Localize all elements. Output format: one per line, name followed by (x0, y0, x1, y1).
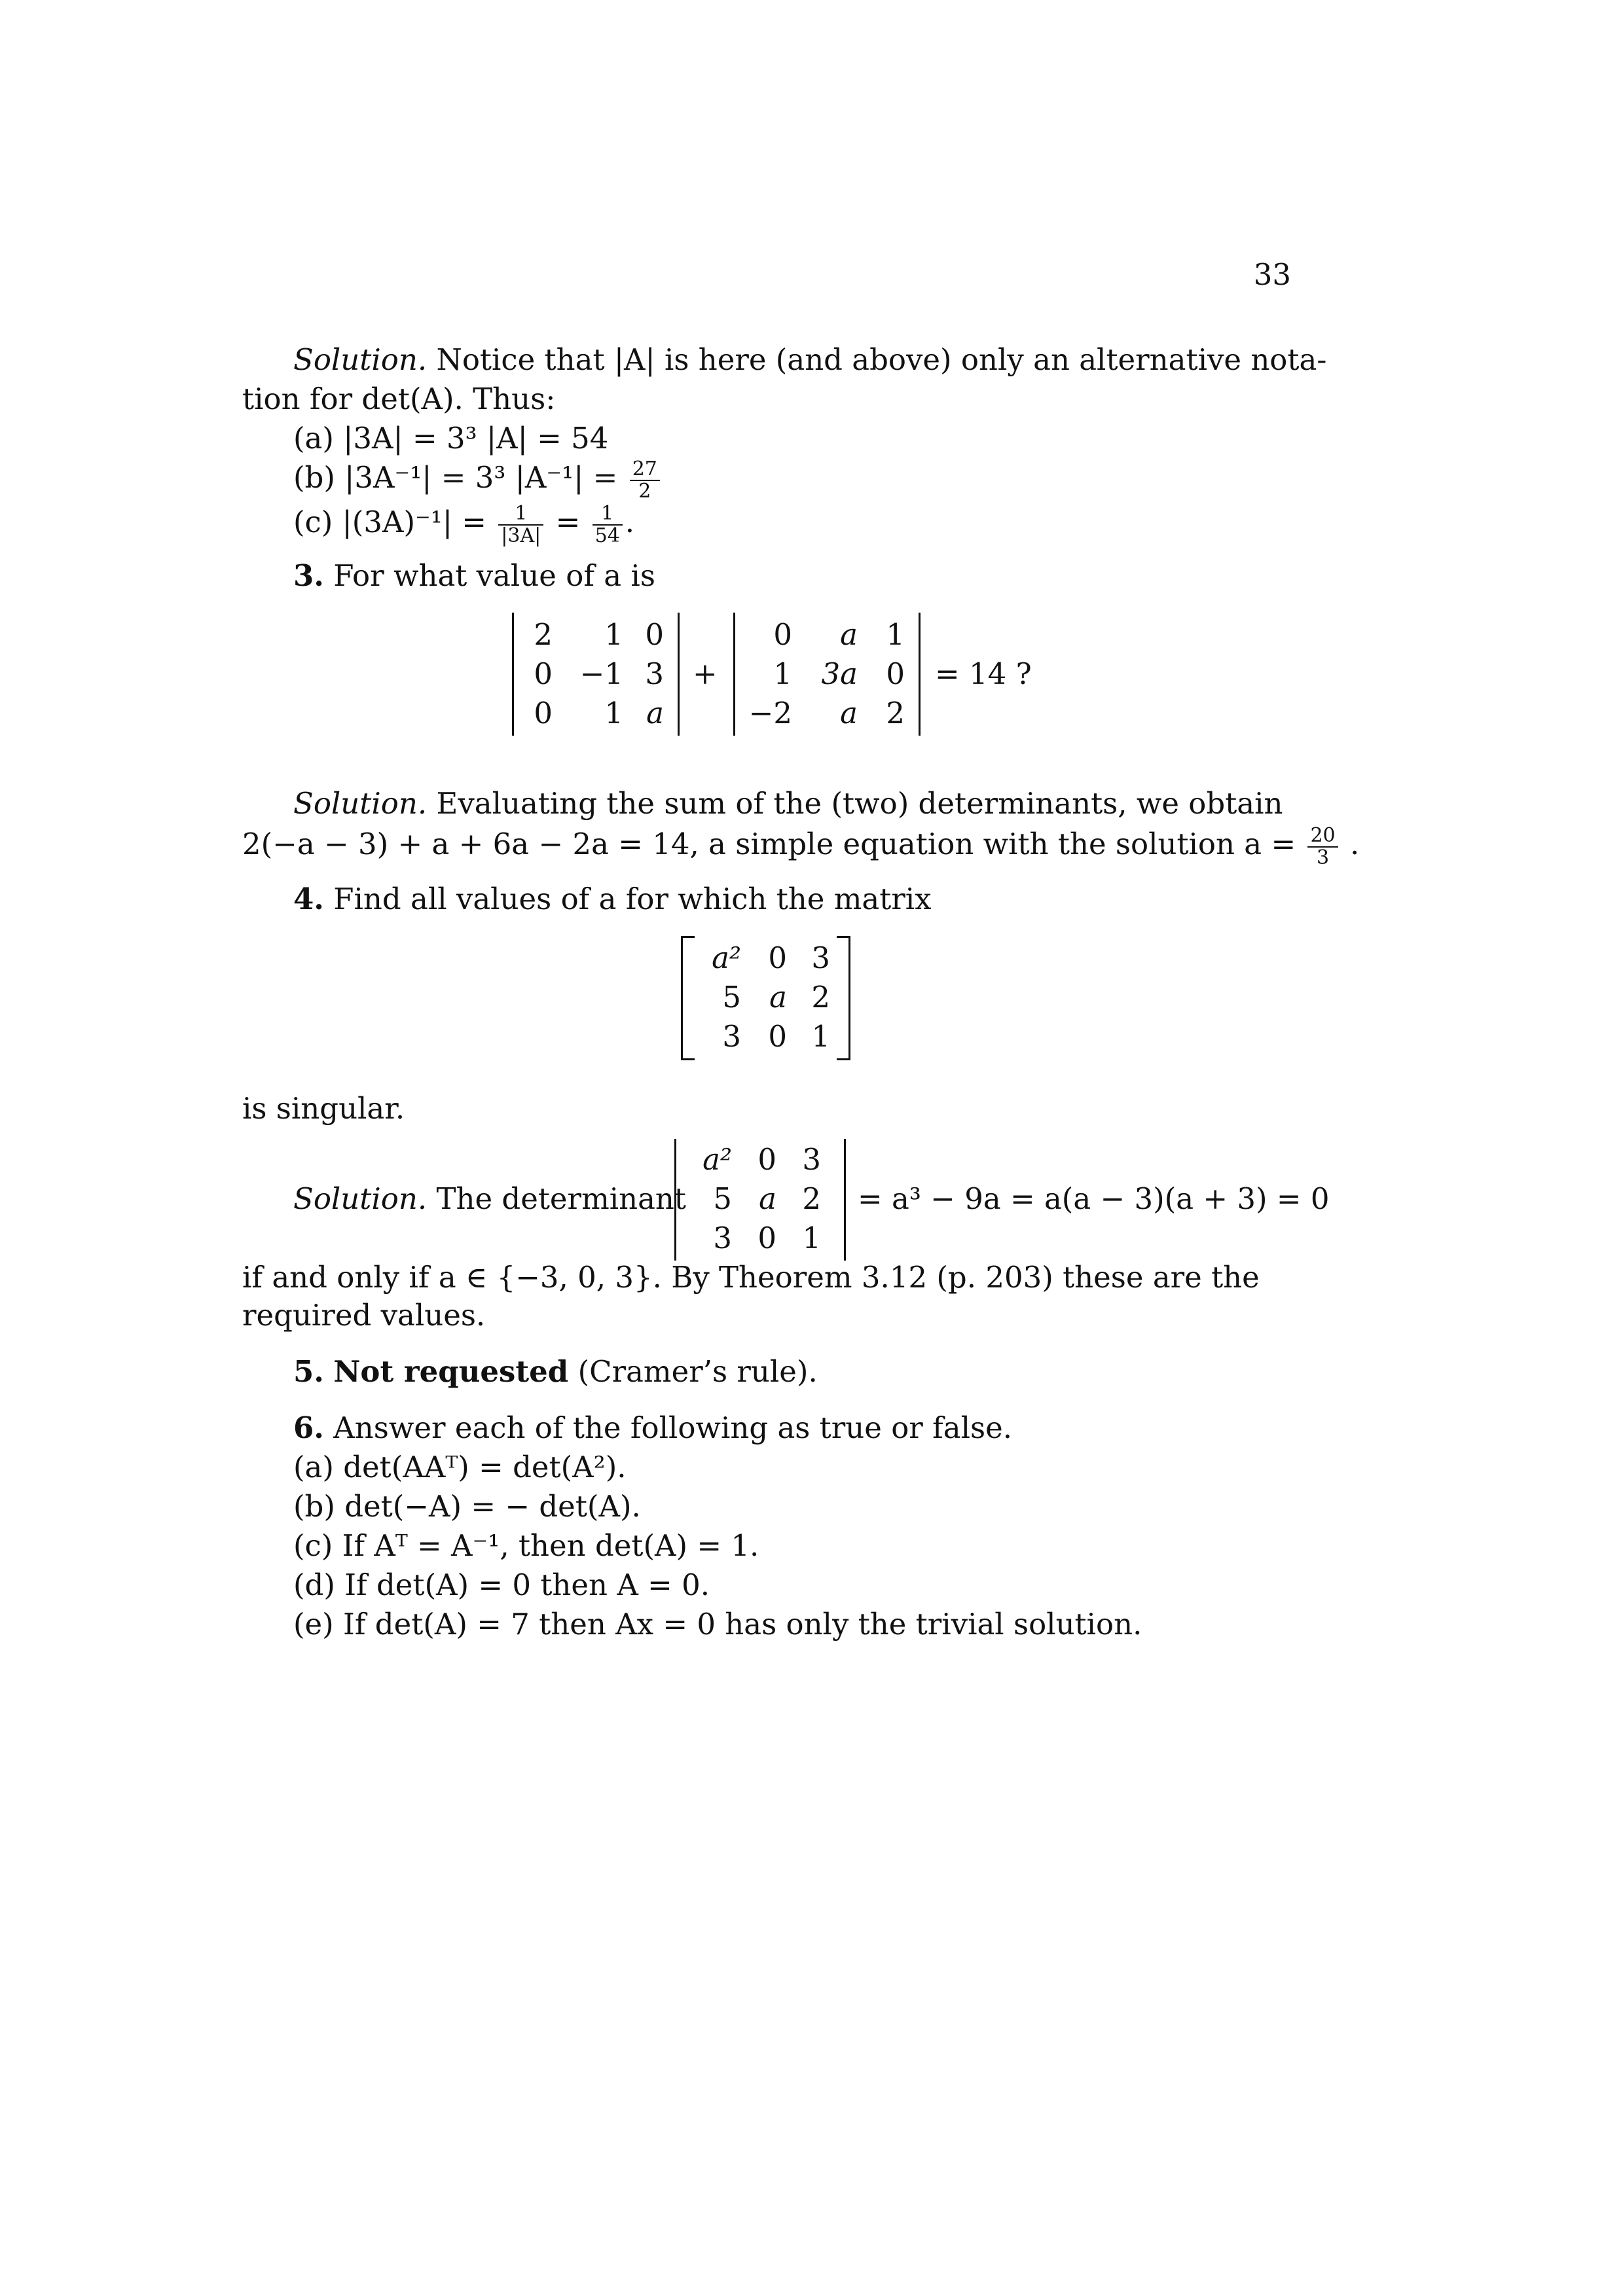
question3 (293, 556, 655, 596)
solution2-intro1: Notice that |A| is here (and above) only an alternative nota- (436, 342, 1327, 377)
matrix-entry: 1 (604, 617, 623, 652)
period: . (625, 505, 635, 539)
matrix-entry: 0 (645, 617, 664, 652)
matrix-entry: 1 (811, 1019, 830, 1054)
matrix-entry: a² (712, 941, 741, 975)
matrix-entry: −2 (748, 696, 792, 730)
solution2-b (293, 458, 663, 502)
determinant-3-entries (685, 1140, 821, 1258)
plus-sign: + (693, 656, 718, 691)
solution2-intro2: tion for det(A). Thus: (242, 382, 556, 416)
matrix-entry: 5 (713, 1181, 732, 1216)
matrix-entry: 1 (886, 617, 905, 652)
matrix-entry: 3 (722, 1019, 741, 1054)
solution-label: Solution. (293, 342, 428, 377)
solution2-a: (a) |3A| = 3³ |A| = 54 (293, 421, 609, 456)
solution2-b-prefix: (b) |3A⁻¹| = 3³ |A⁻¹| = (293, 460, 618, 495)
q6-item-a: (a) det(AAᵀ) = det(A²). (293, 1450, 627, 1484)
solution3-line2 (242, 825, 1359, 869)
matrix-entry: 3 (802, 1142, 821, 1177)
matrix-entry: a (646, 696, 664, 730)
equation-rhs: = 14 ? (935, 656, 1032, 691)
determinant-rhs: = a³ − 9a = a(a − 3)(a + 3) = 0 (858, 1181, 1330, 1216)
q6-item-c: (c) If Aᵀ = A⁻¹, then det(A) = 1. (293, 1528, 759, 1563)
solution4-line2: if and only if a ∈ {−3, 0, 3}. By Theorem 3.12 (p. 203) these are the (242, 1260, 1260, 1295)
determinant-1-entries (522, 615, 664, 733)
period: . (1349, 827, 1360, 861)
matrix-entry: 3 (811, 941, 830, 975)
fraction-denominator: 3 (1317, 846, 1330, 869)
question-text: (Cramer’s rule). (577, 1354, 818, 1389)
matrix-entry: 0 (534, 696, 553, 730)
solution-label: Solution. (293, 1181, 428, 1216)
question4 (293, 880, 932, 919)
fraction-denominator: 54 (594, 524, 620, 547)
fraction (1307, 825, 1338, 869)
fraction-numerator: 1 (593, 503, 623, 526)
solution-label: Solution. (293, 786, 428, 821)
fraction-numerator: 27 (630, 459, 660, 481)
solution3-line1 (293, 784, 1283, 823)
matrix-entry: 0 (757, 1142, 776, 1177)
question-text: For what value of a is (333, 558, 655, 593)
matrix-entry: 2 (811, 980, 830, 1014)
q6-item-d: (d) If det(A) = 0 then A = 0. (293, 1568, 710, 1602)
fraction-numerator: 1 (498, 503, 543, 526)
page-number: 33 (1253, 257, 1291, 292)
solution2-c (293, 503, 634, 547)
matrix-entry: 5 (722, 980, 741, 1014)
matrix-entry: 3 (713, 1221, 732, 1255)
matrix-entry: 3a (821, 656, 858, 691)
equals-sign: = (555, 505, 581, 539)
solution3-text: Evaluating the sum of the (two) determinants, we obtain (436, 786, 1283, 821)
matrix-entry: a (840, 617, 858, 652)
solution2-c-prefix: (c) |(3A)⁻¹| = (293, 505, 486, 539)
matrix-entry: 0 (757, 1221, 776, 1255)
matrix-entry: −1 (579, 656, 623, 691)
matrix-entry: 0 (768, 941, 787, 975)
fraction-numerator: 20 (1307, 825, 1338, 848)
fraction-denominator: |3A| (501, 524, 541, 547)
fraction (498, 503, 543, 547)
matrix-entry: 1 (773, 656, 792, 691)
question-number: 5. (293, 1354, 324, 1389)
solution4-line3: required values. (242, 1298, 486, 1333)
matrix-entry: a (759, 1181, 776, 1216)
question4-after: is singular. (242, 1091, 405, 1126)
right-bracket (837, 936, 850, 1060)
question-text: Find all values of a for which the matrix (333, 882, 932, 916)
question-number: 3. (293, 558, 324, 593)
matrix-entry: a (840, 696, 858, 730)
fraction (593, 503, 623, 547)
matrix-entry: 0 (773, 617, 792, 652)
q6-item-b: (b) det(−A) = − det(A). (293, 1489, 641, 1524)
matrix-entry: 3 (645, 656, 664, 691)
matrix-entry: 1 (802, 1221, 821, 1255)
matrix-entry: 2 (886, 696, 905, 730)
matrix-entry: 0 (768, 1019, 787, 1054)
matrix-entries (694, 939, 830, 1056)
matrix-entry: a² (702, 1142, 732, 1177)
determinant-2-entries (744, 615, 905, 733)
matrix-entry: 1 (604, 696, 623, 730)
matrix-entry: 0 (534, 656, 553, 691)
question5 (293, 1352, 818, 1391)
question-text: Answer each of the following as true or false. (333, 1410, 1013, 1445)
matrix-entry: 0 (886, 656, 905, 691)
solution3-equation: 2(−a − 3) + a + 6a − 2a = 14, a simple equation with the solution a = (242, 827, 1296, 861)
matrix-entry: a (769, 980, 787, 1014)
fraction (630, 459, 660, 502)
matrix-entry: 2 (802, 1181, 821, 1216)
solution4-line1 (293, 1179, 686, 1219)
matrix-entry: 2 (534, 617, 553, 652)
solution2-line1 (293, 340, 1327, 380)
question6 (293, 1408, 1012, 1448)
fraction-denominator: 2 (638, 479, 651, 503)
solution4-text: The determinant (436, 1181, 687, 1216)
q6-item-e: (e) If det(A) = 7 then Ax = 0 has only the trivial solution. (293, 1607, 1142, 1641)
left-bracket (681, 936, 695, 1060)
question-number: 6. (293, 1410, 324, 1445)
not-requested-label: Not requested (333, 1354, 569, 1389)
question-number: 4. (293, 882, 324, 916)
